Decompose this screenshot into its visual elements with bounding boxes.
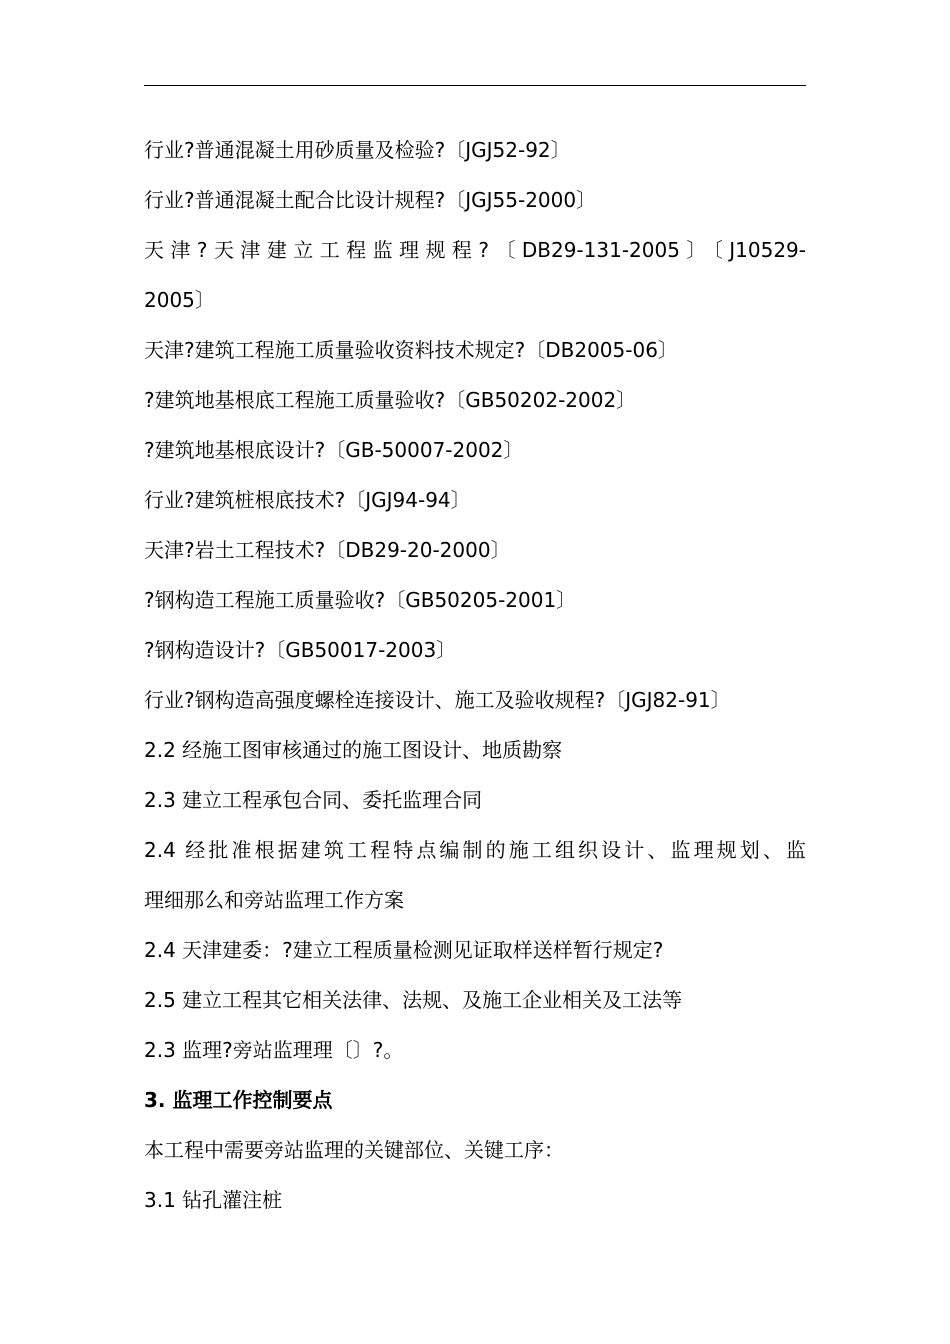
- standard-jgj55: 行业?普通混凝土配合比设计规程?〔JGJ55-2000〕: [144, 188, 597, 212]
- standard-jgj82: 行业?钢构造高强度螺栓连接设计、施工及验收规程?〔JGJ82-91〕: [144, 688, 731, 712]
- standard-db2005-06: 天津?建筑工程施工质量验收资料技术规定?〔DB2005-06〕: [144, 338, 678, 362]
- standard-jgj52: 行业?普通混凝土用砂质量及检验?〔JGJ52-92〕: [144, 138, 571, 162]
- item-2-5: 2.5 建立工程其它相关法律、法规、及施工企业相关及工法等: [144, 988, 683, 1012]
- item-2-4-tianjin: 2.4 天津建委：?建立工程质量检测见证取样送样暂行规定?: [144, 938, 664, 962]
- standard-gb50205: ?钢构造工程施工质量验收?〔GB50205-2001〕: [144, 588, 577, 612]
- standard-jgj94: 行业?建筑桩根底技术?〔JGJ94-94〕: [144, 488, 471, 512]
- header-rule: [144, 85, 806, 86]
- item-2-4-plan-line1: 2.4 经批准根据建筑工程特点编制的施工组织设计、监理规划、监: [144, 838, 806, 862]
- item-2-3-supervision: 2.3 监理?旁站监理理〔〕?。: [144, 1038, 404, 1062]
- standard-gb50017: ?钢构造设计?〔GB50017-2003〕: [144, 638, 457, 662]
- section-intro: 本工程中需要旁站监理的关键部位、关键工序：: [144, 1138, 564, 1162]
- item-2-2: 2.2 经施工图审核通过的施工图设计、地质勘察: [144, 738, 563, 762]
- standard-gb50202: ?建筑地基根底工程施工质量验收?〔GB50202-2002〕: [144, 388, 637, 412]
- section-heading-3: 3. 监理工作控制要点: [144, 1088, 333, 1112]
- standard-db29-20: 天津?岩土工程技术?〔DB29-20-2000〕: [144, 538, 511, 562]
- standard-db29-131-line2: 2005〕: [144, 288, 215, 312]
- item-2-4-plan-line2: 理细那么和旁站监理工作方案: [144, 888, 404, 912]
- standard-db29-131-line1: 天津?天津建立工程监理规程?〔DB29-131-2005〕〔J10529-: [144, 238, 806, 262]
- standard-gb50007: ?建筑地基根底设计?〔GB-50007-2002〕: [144, 438, 524, 462]
- document-body: [144, 125, 806, 1225]
- item-2-3-contracts: 2.3 建立工程承包合同、委托监理合同: [144, 788, 483, 812]
- item-3-1: 3.1 钻孔灌注桩: [144, 1188, 283, 1212]
